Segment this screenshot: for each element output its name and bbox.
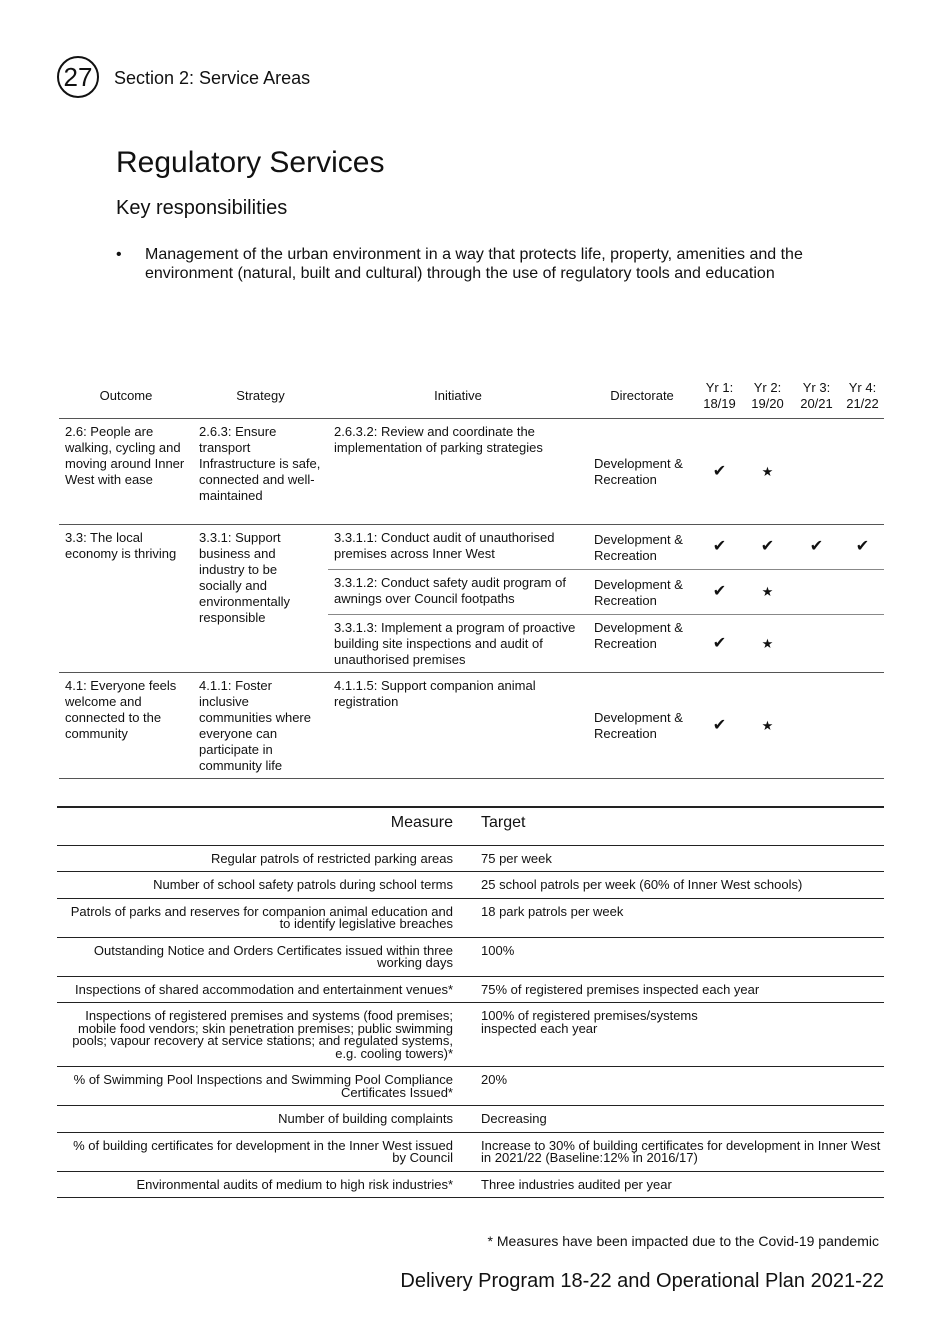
check-icon: ✔ (760, 538, 775, 555)
measure-cell: Outstanding Notice and Orders Certificates issued within three working days (93, 942, 453, 970)
header-target: Target (481, 814, 526, 831)
header-measure: Measure (390, 814, 453, 831)
year-mark-empty (841, 419, 884, 525)
header-directorate: Directorate (588, 376, 696, 419)
initiative-cell: 3.3.1.1: Conduct audit of unauthorised premises across Inner West (334, 530, 555, 561)
table-row (57, 1106, 884, 1133)
target-cell: Increase to 30% of building certificates for development in Inner West in 2021/22 (Baseline:12% in 2016/17) (481, 1137, 881, 1165)
measure-cell: Inspections of shared accommodation and entertainment venues* (75, 981, 453, 997)
plan-table (59, 376, 884, 779)
strategy-cell: 3.3.1: Support business and industry to be socially and environmentally responsible (193, 525, 328, 673)
header-yr3: Yr 3: 20/21 (792, 376, 841, 419)
check-icon: ✔ (712, 462, 727, 480)
year-mark-empty (841, 570, 884, 615)
bullet-item (116, 245, 836, 283)
initiative-cell: 3.3.1.2: Conduct safety audit program of awnings over Council footpaths (334, 575, 566, 606)
star-icon: ★ (761, 584, 774, 599)
measure-cell: % of Swimming Pool Inspections and Swimming Pool Compliance Certificates Issued* (73, 1072, 453, 1100)
page-number: 27 (63, 62, 93, 92)
check-icon: ✔ (712, 538, 727, 555)
page-subtitle: Key responsibilities (116, 197, 288, 219)
check-icon: ✔ (712, 583, 727, 600)
table-row (57, 845, 884, 872)
outcome-cell: 4.1: Everyone feels welcome and connected to the community (65, 678, 177, 741)
strategy-cell: 2.6.3: Ensure transport Infrastructure is safe, connected and well-maintained (199, 424, 321, 503)
directorate-cell: Development & Recreation (594, 576, 683, 608)
page-footer: Delivery Program 18-22 and Operational Plan 2021-22 (400, 1270, 884, 1292)
header-yr1: Yr 1: 18/19 (696, 376, 743, 419)
footnote: * Measures have been impacted due to the Covid-19 pandemic (487, 1233, 879, 1249)
year-mark-empty (792, 570, 841, 615)
target-cell: 18 park patrols per week (481, 903, 624, 919)
header-strategy: Strategy (193, 376, 328, 419)
table-row (57, 872, 884, 899)
header-outcome: Outcome (59, 376, 193, 419)
measure-cell: Inspections of registered premises and systems (food premises; mobile food vendors; skin penetration premises; public swimming pools; vapour recovery at service stations; and regulated systems, e.g. cooling towers)* (72, 1008, 453, 1061)
target-cell: Three industries audited per year (481, 1176, 672, 1192)
measure-cell: Patrols of parks and reserves for companion animal education and to identify legislative breaches (70, 903, 453, 931)
star-icon: ★ (761, 463, 774, 479)
initiative-cell: 4.1.1.5: Support companion animal registration (334, 678, 536, 709)
target-cell: Decreasing (481, 1111, 547, 1126)
year-mark-empty (841, 673, 884, 779)
table-row (59, 673, 884, 779)
year-mark-empty (841, 615, 884, 673)
check-icon: ✔ (712, 634, 727, 652)
directorate-cell: Development & Recreation (594, 710, 683, 741)
table-row (57, 1171, 884, 1198)
table-row (57, 1067, 884, 1106)
check-icon: ✔ (712, 716, 727, 734)
table-row (59, 525, 884, 570)
measure-cell: Number of school safety patrols during school terms (153, 877, 453, 892)
page-number-badge (57, 56, 99, 98)
measures-header-row (57, 807, 884, 845)
year-mark-empty (792, 615, 841, 673)
outcome-cell: 3.3: The local economy is thriving (59, 525, 193, 673)
measures-table (57, 806, 884, 1198)
target-cell: 100% of registered premises/systems inspected each year (481, 1008, 698, 1036)
target-cell: 75 per week (481, 850, 552, 866)
table-row (57, 976, 884, 1003)
year-mark-empty (792, 419, 841, 525)
target-cell: 75% of registered premises inspected each year (481, 981, 760, 997)
star-icon: ★ (761, 717, 774, 733)
directorate-cell: Development & Recreation (594, 620, 683, 651)
header-yr4: Yr 4: 21/22 (841, 376, 884, 419)
target-cell: 20% (481, 1072, 508, 1087)
measure-cell: Number of building complaints (278, 1111, 453, 1126)
plan-header-row (59, 376, 884, 419)
table-row (57, 898, 884, 937)
target-cell: 25 school patrols per week (60% of Inner West schools) (481, 877, 803, 892)
outcome-cell: 2.6: People are walking, cycling and moving around Inner West with ease (65, 424, 185, 487)
check-icon: ✔ (855, 538, 870, 555)
directorate-cell: Development & Recreation (594, 531, 683, 563)
initiative-cell: 2.6.3.2: Review and coordinate the implementation of parking strategies (334, 424, 543, 455)
table-row (57, 1132, 884, 1171)
initiative-cell: 3.3.1.3: Implement a program of proactive building site inspections and audit of unauthorised premises (334, 620, 576, 667)
section-label: Section 2: Service Areas (114, 68, 311, 88)
measure-cell: % of building certificates for development in the Inner West issued by Council (73, 1137, 453, 1165)
table-row (59, 419, 884, 525)
bullet-text: Management of the urban environment in a way that protects life, property, amenities and the environment (natural, built and cultural) through the use of regulatory tools and education (145, 246, 803, 282)
page-title: Regulatory Services (116, 146, 385, 179)
header-initiative: Initiative (328, 376, 588, 419)
target-cell: 100% (481, 942, 515, 958)
measure-cell: Regular patrols of restricted parking areas (210, 850, 453, 866)
measure-cell: Environmental audits of medium to high risk industries* (136, 1176, 453, 1192)
strategy-cell: 4.1.1: Foster inclusive communities where everyone can participate in community life (199, 678, 311, 773)
table-row (57, 937, 884, 976)
year-mark-empty (792, 673, 841, 779)
bullet-dot: • (116, 246, 122, 263)
star-icon: ★ (761, 635, 774, 651)
table-row (57, 1003, 884, 1067)
header-yr2: Yr 2: 19/20 (743, 376, 792, 419)
directorate-cell: Development & Recreation (594, 456, 683, 487)
check-icon: ✔ (809, 538, 824, 555)
